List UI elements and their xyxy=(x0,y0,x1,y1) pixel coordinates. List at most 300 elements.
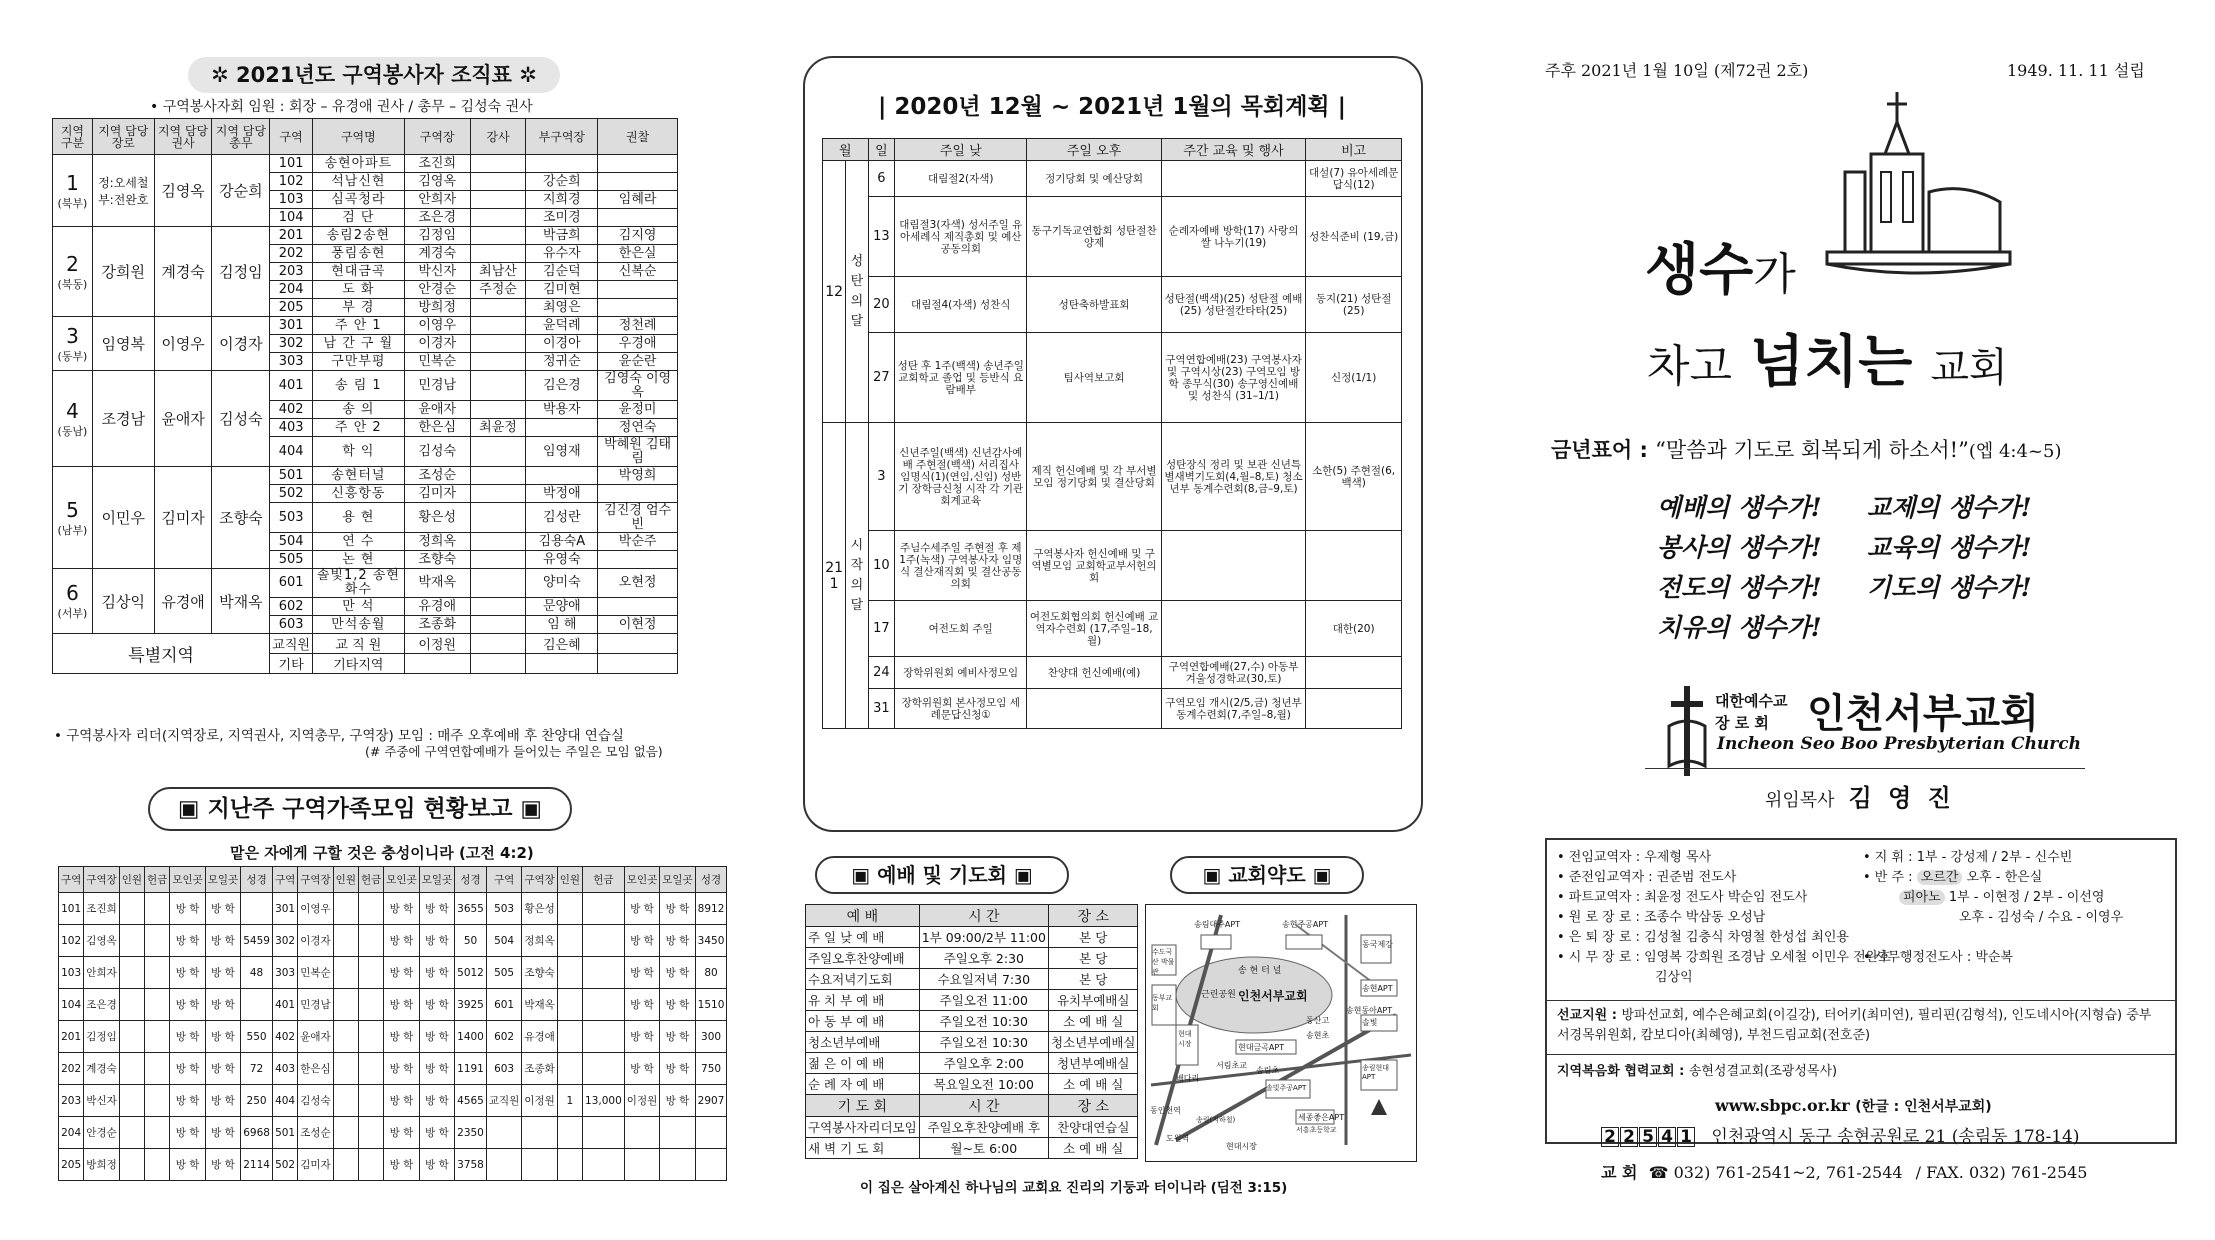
fax: / FAX. 032) 761-2545 xyxy=(1915,1163,2088,1182)
local-label: 지역복음화 협력교회 : xyxy=(1557,1064,1689,1079)
report-cell xyxy=(583,989,625,1021)
report-cell: 방 학 xyxy=(384,989,419,1021)
org-cell: 윤애자 xyxy=(404,401,470,419)
worship-cell: 1부 09:00/2부 11:00 xyxy=(919,927,1048,948)
church-emblem xyxy=(1665,686,1709,776)
org-cell: 김영숙 이영옥 xyxy=(598,371,678,401)
report-cell: 방 학 xyxy=(660,1053,695,1085)
report-cell xyxy=(660,1117,695,1149)
org-cell xyxy=(470,401,526,419)
org-cell xyxy=(470,173,526,191)
worship-table xyxy=(805,904,1138,1159)
plan-day: 17 xyxy=(868,601,894,657)
report-cell: 3758 xyxy=(455,1149,487,1181)
region-number: 3 xyxy=(66,323,79,348)
worship-cell: 월~토 6:00 xyxy=(919,1138,1048,1159)
report-cell: 방 학 xyxy=(205,1117,240,1149)
plan-day: 31 xyxy=(868,689,894,729)
church-name-en: Incheon Seo Boo Presbyterian Church xyxy=(1717,734,2081,754)
org-cell xyxy=(598,654,678,674)
org-cell: 205 xyxy=(270,299,313,317)
org-cell: 현대금곡 xyxy=(312,263,404,281)
report-cell: 방 학 xyxy=(384,1117,419,1149)
report-cell xyxy=(557,1053,582,1085)
plan-cell: 소한(5) 주현절(6,백색) xyxy=(1306,423,1402,531)
region-sec: 박재옥 xyxy=(212,569,270,634)
report-cell: 안희자 xyxy=(84,957,119,989)
plan-cell: 장학위원회 본사정모임 세례문답신청① xyxy=(895,689,1027,729)
org-cell: 만석송월 xyxy=(312,616,404,634)
org-cell xyxy=(470,634,526,654)
org-cell xyxy=(470,503,526,533)
plan-cell: 구역연합예배(23) 구역봉사자 및 구역시상(23) 구역모임 방학 종무식(30) 송구영신예배 및 성찬식 (31–1/1) xyxy=(1161,333,1306,423)
worship-cell: 유치부예배실 xyxy=(1048,990,1138,1011)
report-cell: 4565 xyxy=(455,1085,487,1117)
report-table xyxy=(58,866,727,1181)
plan-day: 3 xyxy=(868,423,894,531)
report-cell: 2907 xyxy=(695,1085,727,1117)
map-park: 근린공원 xyxy=(1201,990,1236,1000)
motto-text: “말씀과 기도로 회복되게 하소서!” xyxy=(1655,438,1969,462)
org-cell xyxy=(526,155,598,173)
region-number: 6 xyxy=(66,581,79,605)
worship-header: 시 간 xyxy=(919,905,1048,927)
org-cell: 김은혜 xyxy=(526,634,598,654)
org-row xyxy=(53,371,678,401)
report-cell xyxy=(145,1149,170,1181)
worship-cell: 주일오후찬양예배 후 xyxy=(919,1117,1048,1138)
address: 인천광역시 동구 송현공원로 21 (송림동 178-14) xyxy=(1711,1127,2080,1147)
org-cell: 석남신현 xyxy=(312,173,404,191)
org-cell: 김순덕 xyxy=(526,263,598,281)
report-cell xyxy=(522,1149,557,1181)
report-cell: 2114 xyxy=(241,1149,273,1181)
worship-cell: 순 례 자 예 배 xyxy=(806,1074,920,1095)
org-cell: 303 xyxy=(270,353,313,371)
org-cell xyxy=(470,616,526,634)
org-cell: 201 xyxy=(270,227,313,245)
region-deacon: 윤애자 xyxy=(154,371,212,467)
report-cell: 201 xyxy=(59,1021,84,1053)
report-cell xyxy=(145,893,170,925)
report-cell xyxy=(145,925,170,957)
org-cell: 조성순 xyxy=(404,467,470,485)
plan-header: 비고 xyxy=(1306,139,1402,161)
org-cell: 한은심 xyxy=(404,419,470,437)
worship-cell: 새 벽 기 도 회 xyxy=(806,1138,920,1159)
plan-day: 27 xyxy=(868,333,894,423)
report-cell: 방 학 xyxy=(419,989,454,1021)
report-cell xyxy=(333,1085,358,1117)
org-cell: 504 xyxy=(270,533,313,551)
map-s6: 동인천역 xyxy=(1150,1106,1181,1115)
map-s20: 동부교회 xyxy=(1152,994,1173,1012)
org-cell xyxy=(526,654,598,674)
plan-cell xyxy=(1306,689,1402,729)
org-cell: 김정임 xyxy=(404,227,470,245)
org-cell: 한은실 xyxy=(598,245,678,263)
region-direction: (남부) xyxy=(57,523,88,537)
worship-cell: 주일오후 2:30 xyxy=(919,948,1048,969)
org-cell: 301 xyxy=(270,317,313,335)
org-header: 부구역장 xyxy=(526,119,598,155)
staff-line: • 전임교역자 : 우제형 목사 xyxy=(1557,850,1712,865)
map-s11: 동산고 xyxy=(1306,1016,1330,1025)
report-cell: 301 xyxy=(272,893,297,925)
report-cell: 윤애자 xyxy=(298,1021,333,1053)
report-cell: 2350 xyxy=(455,1117,487,1149)
report-cell: 80 xyxy=(695,957,727,989)
org-cell: 601 xyxy=(270,569,313,598)
worship-cell: 젊 은 이 예 배 xyxy=(806,1053,920,1074)
report-header: 구역장 xyxy=(522,867,557,893)
slogan: 예배의 생수가! xyxy=(1657,493,1822,522)
staff-line: • 파트교역자 : 최윤정 전도사 박순임 전도사 xyxy=(1557,890,1808,905)
org-cell: 정연숙 xyxy=(598,419,678,437)
piano-badge: 피아노 xyxy=(1899,890,1945,905)
website[interactable]: www.sbpc.or.kr xyxy=(1715,1096,1850,1115)
motto-line xyxy=(1551,434,2062,464)
mission-rule xyxy=(1545,1000,2175,1001)
issue-date: 주후 2021년 1월 10일 (제72권 2호) xyxy=(1545,61,1809,80)
org-cell: 김용숙A xyxy=(526,533,598,551)
org-cell xyxy=(470,371,526,401)
report-cell: 방 학 xyxy=(205,893,240,925)
org-cell: 오현정 xyxy=(598,569,678,598)
report-cell: 1 xyxy=(557,1085,582,1117)
org-cell xyxy=(598,299,678,317)
address-line xyxy=(1601,1122,2079,1147)
report-cell xyxy=(557,957,582,989)
region-sec: 강순희 xyxy=(212,155,270,227)
report-cell: 750 xyxy=(695,1053,727,1085)
org-cell: 연 수 xyxy=(312,533,404,551)
report-cell xyxy=(333,1021,358,1053)
report-cell: 102 xyxy=(59,925,84,957)
report-cell xyxy=(358,1021,383,1053)
org-cell: 유영숙 xyxy=(526,551,598,569)
staff-line: • 원 로 장 로 : 조종수 박삼동 오성남 xyxy=(1557,910,1766,925)
report-header: 성경 xyxy=(241,867,273,893)
report-cell xyxy=(557,1149,582,1181)
report-cell xyxy=(358,893,383,925)
worship-cell: 본 당 xyxy=(1048,927,1138,948)
plan-title: | 2020년 12월 ~ 2021년 1월의 목회계획 | xyxy=(877,94,1347,120)
report-cell: 303 xyxy=(272,957,297,989)
org-cell: 임영재 xyxy=(526,437,598,467)
report-header: 인원 xyxy=(557,867,582,893)
admin-evangelist: • 사무행정전도사 : 박순복 xyxy=(1863,950,2014,965)
name-rule xyxy=(1645,768,2085,769)
org-cell xyxy=(598,485,678,503)
org-cell: 주 안 1 xyxy=(312,317,404,335)
plan-header: 주일 낮 xyxy=(895,139,1027,161)
report-cell: 방 학 xyxy=(419,1053,454,1085)
worship-header: 기 도 회 xyxy=(806,1095,920,1117)
report-cell xyxy=(333,893,358,925)
org-header: 지역 담당장로 xyxy=(92,119,154,155)
report-cell: 방 학 xyxy=(170,1085,205,1117)
map-a1: 송림대주APT xyxy=(1194,920,1241,929)
report-row xyxy=(59,1021,727,1053)
worship-row xyxy=(806,927,1138,948)
report-cell: 김정임 xyxy=(84,1021,119,1053)
left-panel xyxy=(40,0,725,1240)
report-cell xyxy=(522,1117,557,1149)
worship-cell: 청소년부예배 xyxy=(806,1032,920,1053)
right-panel xyxy=(1545,0,2195,1240)
report-cell: 방 학 xyxy=(660,1021,695,1053)
tel-label: 교 회 xyxy=(1601,1163,1638,1182)
report-cell: 1400 xyxy=(455,1021,487,1053)
report-cell: 방 학 xyxy=(384,1053,419,1085)
report-cell xyxy=(145,1085,170,1117)
org-cell: 윤순란 xyxy=(598,353,678,371)
report-cell xyxy=(358,1053,383,1085)
report-cell xyxy=(557,1021,582,1053)
report-cell xyxy=(358,957,383,989)
org-row xyxy=(53,569,678,598)
month-dec-label: 성 탄 의 달 xyxy=(846,161,868,423)
worship-row xyxy=(806,990,1138,1011)
plan-day: 6 xyxy=(868,161,894,197)
org-header: 구역 xyxy=(270,119,313,155)
plan-cell xyxy=(1161,531,1306,601)
report-cell: 방 학 xyxy=(660,925,695,957)
org-cell: 박순주 xyxy=(598,533,678,551)
report-cell: 방 학 xyxy=(170,925,205,957)
org-cell: 102 xyxy=(270,173,313,191)
org-cell: 기타지역 xyxy=(312,654,404,674)
org-table xyxy=(52,118,678,674)
zip-digit: 2 xyxy=(1601,1127,1619,1147)
org-cell: 유수자 xyxy=(526,245,598,263)
org-cell: 지희경 xyxy=(526,191,598,209)
report-cell: 1191 xyxy=(455,1053,487,1085)
staff-line: • 은 퇴 장 로 : 김성철 김충식 차영철 한성섭 최인용 xyxy=(1557,930,1849,945)
org-cell: 김지영 xyxy=(598,227,678,245)
report-cell xyxy=(119,1085,144,1117)
org-cell: 솔빛1,2 송현화수 xyxy=(312,569,404,598)
org-cell: 최영은 xyxy=(526,299,598,317)
report-cell: 이정원 xyxy=(624,1085,659,1117)
plan-header: 주간 교육 및 행사 xyxy=(1161,139,1306,161)
region-direction: (북동) xyxy=(57,277,88,291)
report-cell xyxy=(583,893,625,925)
month-jan-label: 시 작 의 달 xyxy=(846,423,868,729)
region-elder: 정:오세철 부:전완호 xyxy=(92,155,154,227)
report-cell: 유경애 xyxy=(522,1021,557,1053)
org-cell: 강순희 xyxy=(526,173,598,191)
worship-title: ▣ 예배 및 기도회 ▣ xyxy=(815,856,1069,894)
org-cell xyxy=(598,551,678,569)
staff-line: • 준전임교역자 : 권준범 전도사 xyxy=(1557,870,1737,885)
report-cell xyxy=(119,957,144,989)
org-cell: 302 xyxy=(270,335,313,353)
plan-cell xyxy=(1161,601,1306,657)
pastor-name: 김 영 진 xyxy=(1848,784,1955,812)
church-map xyxy=(1145,904,1417,1162)
region-cell xyxy=(53,467,93,569)
org-cell: 정귀순 xyxy=(526,353,598,371)
org-cell xyxy=(470,485,526,503)
piano-2: 오후 - 김성숙 / 수요 - 이영우 xyxy=(1959,910,2124,925)
report-cell xyxy=(241,989,273,1021)
org-header: 지역 구분 xyxy=(53,119,93,155)
map-s1: 동국제강 xyxy=(1362,940,1393,949)
worship-cell: 주 일 낮 예 배 xyxy=(806,927,920,948)
region-deacon: 김영옥 xyxy=(154,155,212,227)
region-direction: (북부) xyxy=(57,196,88,210)
plan-cell: 신정(1/1) xyxy=(1306,333,1402,423)
report-cell: 안경순 xyxy=(84,1117,119,1149)
region-sec: 조향숙 xyxy=(212,467,270,569)
org-cell: 김성숙 xyxy=(404,437,470,467)
org-cell: 조향숙 xyxy=(404,551,470,569)
piano-row xyxy=(1899,888,2168,908)
org-cell: 논 현 xyxy=(312,551,404,569)
footer-verse: 이 집은 살아계신 하나님의 교회요 진리의 기둥과 터이니라 (딤전 3:15) xyxy=(860,1180,1288,1196)
report-cell: 방 학 xyxy=(624,957,659,989)
report-cell: 방 학 xyxy=(660,957,695,989)
report-cell: 방 학 xyxy=(170,1021,205,1053)
report-cell: 72 xyxy=(241,1053,273,1085)
report-cell xyxy=(119,989,144,1021)
report-cell: 104 xyxy=(59,989,84,1021)
report-cell: 방 학 xyxy=(205,1149,240,1181)
report-cell: 401 xyxy=(272,989,297,1021)
report-cell xyxy=(486,1117,521,1149)
org-cell: 조종화 xyxy=(404,616,470,634)
report-cell xyxy=(557,893,582,925)
report-header: 구역장 xyxy=(298,867,333,893)
org-cell: 203 xyxy=(270,263,313,281)
report-cell xyxy=(333,957,358,989)
org-cell xyxy=(470,353,526,371)
org-cell xyxy=(404,654,470,674)
org-row xyxy=(53,227,678,245)
report-row xyxy=(59,925,727,957)
report-cell: 603 xyxy=(486,1053,521,1085)
org-cell xyxy=(598,634,678,654)
org-row xyxy=(53,634,678,654)
org-cell: 104 xyxy=(270,209,313,227)
logo-word-2a: 차고 xyxy=(1647,341,1733,392)
map-title: ▣ 교회약도 ▣ xyxy=(1170,856,1364,894)
staff-line: • 시 무 장 로 : 임영복 강희원 조경남 오세철 이민우 전완호 xyxy=(1557,950,1891,965)
worship-cell: 소 예 배 실 xyxy=(1048,1074,1138,1095)
worship-cell: 본 당 xyxy=(1048,948,1138,969)
plan-cell: 동구기독교연합회 성탄절찬양제 xyxy=(1027,197,1161,277)
conductor: • 지 휘 : 1부 - 강성제 / 2부 - 신수빈 xyxy=(1863,850,2073,865)
report-cell xyxy=(145,1021,170,1053)
worship-header-row xyxy=(806,905,1138,927)
accompanist-row xyxy=(1863,868,2168,888)
report-cell: 조진희 xyxy=(84,893,119,925)
report-cell: 방 학 xyxy=(624,989,659,1021)
report-cell: 방 학 xyxy=(419,893,454,925)
worship-cell: 수요저녁기도회 xyxy=(806,969,920,990)
middle-panel xyxy=(800,0,1440,1240)
plan-row xyxy=(823,601,1402,657)
org-cell: 정희옥 xyxy=(404,533,470,551)
plan-cell: 성탄절(백색)(25) 성탄절 예배(25) 성탄절칸타타(25) xyxy=(1161,277,1306,333)
report-cell xyxy=(119,893,144,925)
map-s19: 서흥초등학교 xyxy=(1296,1126,1337,1134)
accompanist-label: • 반 주 : xyxy=(1863,870,1917,885)
org-cell: 이경아 xyxy=(526,335,598,353)
motto-label: 금년표어 : xyxy=(1551,438,1656,462)
report-header: 헌금 xyxy=(358,867,383,893)
report-cell xyxy=(624,1117,659,1149)
org-cell: 검 단 xyxy=(312,209,404,227)
zip-digit: 5 xyxy=(1639,1127,1657,1147)
plan-table xyxy=(822,138,1402,729)
report-cell xyxy=(583,957,625,989)
report-cell: 방 학 xyxy=(205,1085,240,1117)
worship-cell: 구역봉사자리더모임 xyxy=(806,1117,920,1138)
org-cell xyxy=(598,281,678,299)
report-cell: 방 학 xyxy=(660,1085,695,1117)
org-title: ✲ 2021년도 구역봉사자 조직표 ✲ xyxy=(188,57,560,93)
plan-header: 주일 오후 xyxy=(1027,139,1161,161)
map-s4: 수도국산 박물관 xyxy=(1152,948,1175,976)
report-row xyxy=(59,989,727,1021)
plan-cell: 장학위원회 예비사정모임 xyxy=(895,657,1027,689)
org-cell xyxy=(470,299,526,317)
report-cell: 504 xyxy=(486,925,521,957)
map-a3: 송현동아APT xyxy=(1346,1006,1393,1015)
report-cell: 조성순 xyxy=(298,1117,333,1149)
region-sec: 이경자 xyxy=(212,317,270,371)
worship-row xyxy=(806,1053,1138,1074)
report-cell xyxy=(583,1149,625,1181)
region-number: 1 xyxy=(66,170,79,195)
worship-header: 장 소 xyxy=(1048,1095,1138,1117)
report-cell xyxy=(660,1149,695,1181)
plan-cell: 대림절2(자색) xyxy=(895,161,1027,197)
church-name: 인천서부교회 xyxy=(1807,691,2039,737)
plan-cell xyxy=(1027,689,1161,729)
report-cell: 5459 xyxy=(241,925,273,957)
org-cell xyxy=(470,654,526,674)
plan-cell: 구역연합예배(27,수) 아동부 겨울성경학교(30,토) xyxy=(1161,657,1306,689)
worship-row xyxy=(806,1117,1138,1138)
founded-date: 1949. 11. 11 설립 xyxy=(2007,61,2145,80)
report-header: 모인곳 xyxy=(170,867,205,893)
org-cell: 402 xyxy=(270,401,313,419)
org-cell: 김영옥 xyxy=(404,173,470,191)
report-cell: 방 학 xyxy=(624,1053,659,1085)
plan-cell: 신년주일(백색) 신년감사예배 주현절(백색) 서리집사 임명식(1)(연임,신임) 성반기 장학금신청 시작 각 기관 회계교육 xyxy=(895,423,1027,531)
report-cell: 민경남 xyxy=(298,989,333,1021)
month-jan: 21 1 xyxy=(823,423,846,729)
worship-header: 장 소 xyxy=(1048,905,1138,927)
map-s3: 솔빛 xyxy=(1362,1018,1378,1027)
report-cell: 101 xyxy=(59,893,84,925)
plan-cell: 구역봉사자 헌신예배 및 구역별모임 교회학교부서헌의회 xyxy=(1027,531,1161,601)
report-cell: 103 xyxy=(59,957,84,989)
slogan: 교육의 생수가! xyxy=(1867,533,2032,562)
plan-cell: 성탄장식 정리 및 보관 신년특별새벽기도회(4,월–8,토) 청소년부 동계수련회(8,금–9,토) xyxy=(1161,423,1306,531)
org-cell: 박용자 xyxy=(526,401,598,419)
org-cell: 주정순 xyxy=(470,281,526,299)
slogan: 기도의 생수가! xyxy=(1867,573,2032,602)
org-cell: 송림2송현 xyxy=(312,227,404,245)
report-cell: 김성숙 xyxy=(298,1085,333,1117)
report-cell xyxy=(358,1085,383,1117)
logo-word-1b: 가 xyxy=(1753,249,1796,300)
